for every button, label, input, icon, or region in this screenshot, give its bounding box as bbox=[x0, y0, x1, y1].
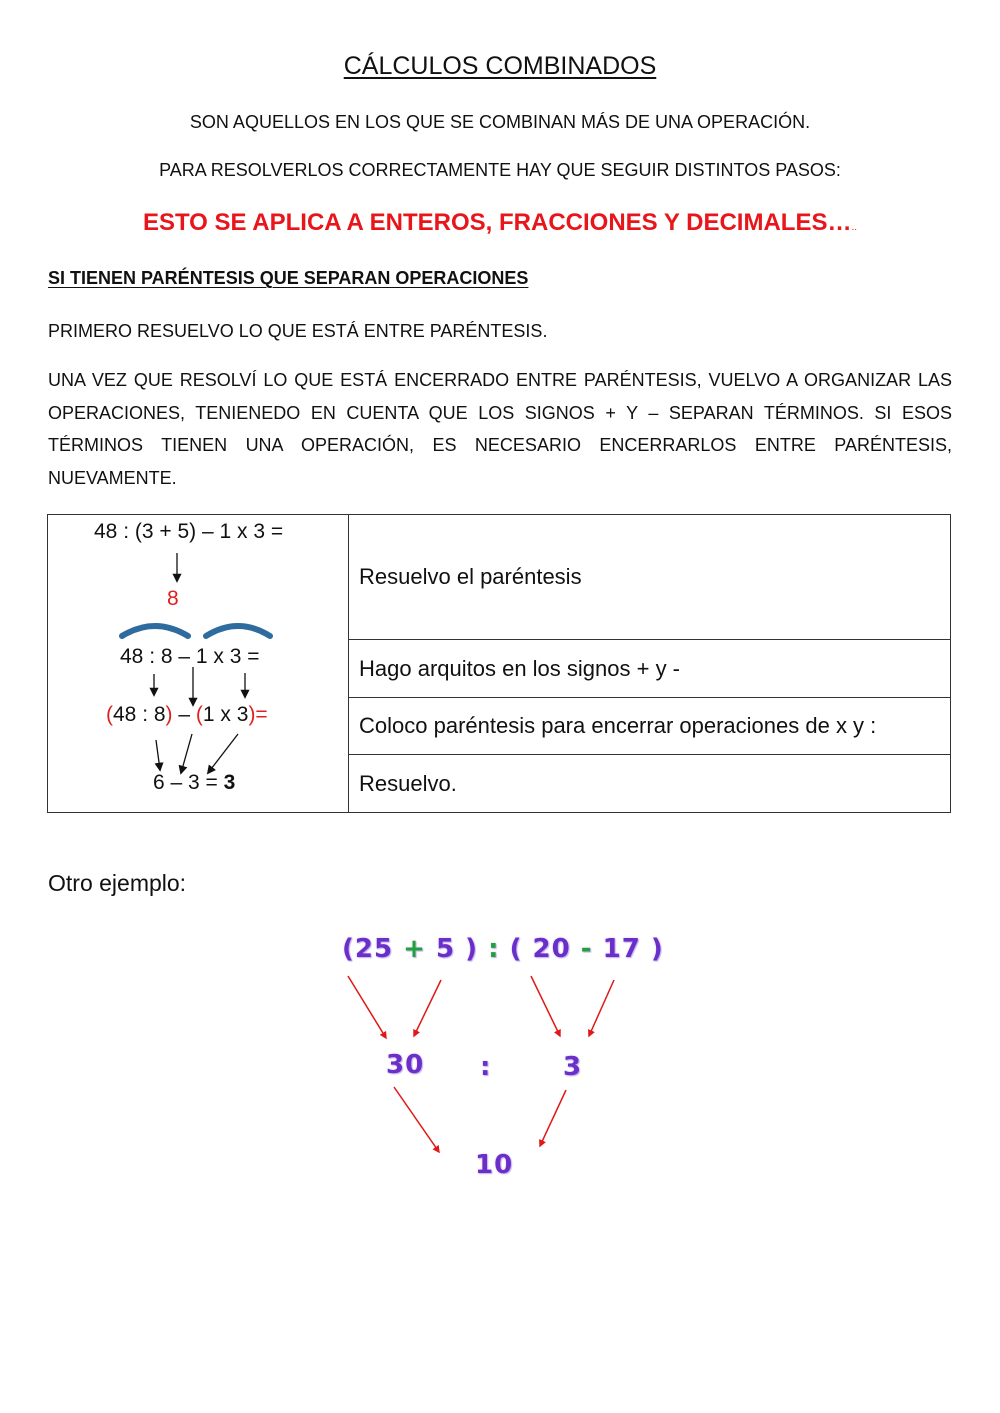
step-4: Resuelvo. bbox=[349, 755, 951, 813]
expression-1: 48 : (3 + 5) – 1 x 3 = bbox=[94, 520, 284, 543]
ex-minus: - bbox=[580, 934, 593, 964]
paren-open-2: ( bbox=[195, 703, 203, 726]
expression-2: 48 : 8 – 1 x 3 = bbox=[120, 645, 260, 668]
highlight-tail: .. bbox=[851, 222, 858, 233]
ex-final-10: 10 bbox=[475, 1150, 514, 1180]
arrow-down-icon bbox=[589, 980, 614, 1036]
arc-right-icon bbox=[206, 626, 270, 636]
arc-left-icon bbox=[122, 626, 188, 636]
highlight-heading bbox=[0, 209, 1000, 237]
section-heading: SI TIENEN PARÉNTESIS QUE SEPARAN OPERACIONES bbox=[48, 268, 529, 288]
arrow-down-icon bbox=[156, 740, 160, 770]
arrow-down-icon bbox=[414, 980, 441, 1036]
steps-table bbox=[47, 514, 951, 813]
paren-open-1: ( bbox=[106, 703, 113, 726]
paren-close-2: )= bbox=[248, 703, 268, 726]
ex-result-colon: : bbox=[480, 1052, 492, 1082]
ex-result-3: 3 bbox=[563, 1052, 583, 1082]
arrow-down-icon bbox=[208, 734, 238, 773]
final-expression: 6 – 3 = bbox=[153, 771, 224, 794]
step-1: Resuelvo el paréntesis bbox=[349, 515, 951, 640]
intro-line-2: PARA RESOLVERLOS CORRECTAMENTE HAY QUE SEGUIR DISTINTOS PASOS: bbox=[159, 160, 841, 180]
step-3: Coloco paréntesis para encerrar operaciones de x y : bbox=[349, 698, 951, 755]
paragraph-2: UNA VEZ QUE RESOLVÍ LO QUE ESTÁ ENCERRADO ENTRE PARÉNTESIS, VUELVO A ORGANIZAR LAS OPERACIONES, TENIENEDO EN CUENTA QUE LOS SIGNOS + Y – SEPARAN TÉRMINOS. SI ESOS TÉRMINOS TIENEN UNA OPERACIÓN, ES NECESARIO ENCERRARLOS ENTRE PARÉNTESIS, NUEVAMENTE. bbox=[48, 370, 952, 489]
example-expression bbox=[342, 934, 664, 964]
ex-result-30: 30 bbox=[386, 1050, 425, 1080]
arrow-down-icon bbox=[348, 976, 386, 1038]
intro-line-1: SON AQUELLOS EN LOS QUE SE COMBINAN MÁS DE UNA OPERACIÓN. bbox=[189, 112, 811, 132]
minus-sign: – bbox=[172, 703, 196, 726]
ex-seventeen-close: 17 ) bbox=[602, 934, 664, 964]
final-answer: 3 bbox=[223, 771, 236, 794]
ex-plus: + bbox=[403, 934, 426, 964]
page-title: CÁLCULOS COMBINADOS bbox=[343, 52, 657, 80]
intermediate-result: 8 bbox=[167, 587, 179, 610]
table-row bbox=[48, 515, 951, 640]
ex-twenty: 20 bbox=[532, 934, 571, 964]
arrow-down-icon bbox=[394, 1087, 439, 1152]
ex-colon: : bbox=[488, 934, 500, 964]
paragraph-1: PRIMERO RESUELVO LO QUE ESTÁ ENTRE PARÉNTESIS. bbox=[48, 321, 548, 341]
arrow-down-icon bbox=[540, 1090, 566, 1146]
example-label: Otro ejemplo: bbox=[48, 870, 187, 896]
term-2: 1 x 3 bbox=[202, 703, 249, 726]
step-2: Hago arquitos en los signos + y - bbox=[349, 640, 951, 698]
arrow-down-icon bbox=[531, 976, 560, 1036]
table-arrows-and-arcs bbox=[48, 515, 348, 812]
term-1: 48 : 8 bbox=[113, 703, 166, 726]
highlight-text: ESTO SE APLICA A ENTEROS, FRACCIONES Y DECIMALES… bbox=[142, 209, 852, 236]
ex-five-close: 5 ) bbox=[436, 934, 479, 964]
arrow-down-icon bbox=[181, 734, 192, 773]
ex-open-25: (25 bbox=[342, 934, 394, 964]
worked-example-cell bbox=[48, 515, 349, 813]
ex-paren-open: ( bbox=[509, 934, 523, 964]
paren-close-1: ) bbox=[165, 703, 173, 726]
